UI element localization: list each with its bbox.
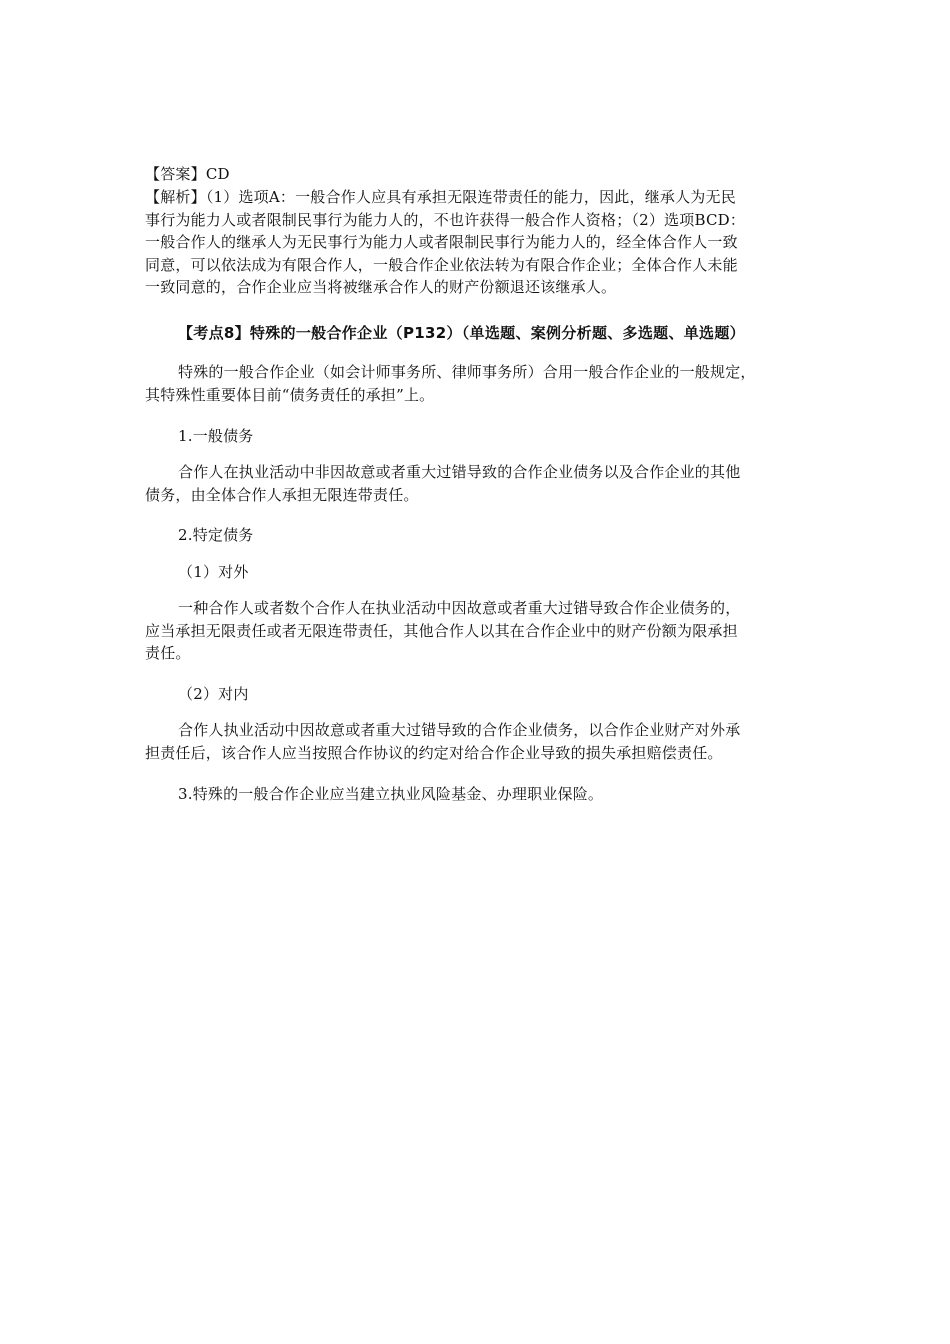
analysis-label: 【解析】 <box>145 188 206 206</box>
item2-sub1-line-1: 一种合作人或者数个合作人在执业活动中因故意或者重大过错导致合作企业债务的， <box>178 599 741 617</box>
item2-sub2-paragraph <box>145 719 825 764</box>
item2-sub1-line-3: 责任。 <box>145 644 191 662</box>
section-heading: 【考点8】特殊的一般合作企业（P132）（单选题、案例分析题、多选题、单选题） <box>178 324 745 342</box>
item2-sub2-line-1: 合作人执业活动中因故意或者重大过错导致的合作企业债务，以合作企业财产对外承 <box>178 721 741 739</box>
analysis-line-1 <box>145 186 825 209</box>
item2-sub1-line-2: 应当承担无限责任或者无限连带责任，其他合作人以其在合作企业中的财产份额为限承担 <box>145 621 738 640</box>
intro-line-1: 特殊的一般合作企业（如会计师事务所、律师事务所）合用一般合作企业的一般规定， <box>178 363 756 381</box>
item2-sub2-title: （2）对内 <box>178 685 249 703</box>
item2-title: 2.特定债务 <box>178 526 254 544</box>
answer-value: CD <box>205 165 230 183</box>
analysis-line-2: 事行为能力人或者限制民事行为能力人的，不也许获得一般合作人资格；（2）选项BCD： <box>145 210 746 229</box>
item1-line-2: 债务，由全体合作人承担无限连带责任。 <box>145 485 419 504</box>
item2-sub1-title: （1）对外 <box>178 563 249 581</box>
analysis-text-1: （1）选项A：一般合作人应具有承担无限连带责任的能力，因此，继承人为无民 <box>205 188 736 206</box>
answer-label: 【答案】 <box>145 165 206 183</box>
intro-paragraph <box>145 361 825 406</box>
item1-title: 1.一般债务 <box>178 427 254 445</box>
item2-sub1-paragraph <box>145 597 825 665</box>
analysis-line-4: 同意，可以依法成为有限合作人，一般合作企业依法转为有限合作企业；全体合作人未能 <box>145 255 738 274</box>
answer-line <box>145 163 825 186</box>
item1-paragraph <box>145 461 825 506</box>
analysis-block <box>145 186 825 299</box>
analysis-line-3: 一般合作人的继承人为无民事行为能力人或者限制民事行为能力人的，经全体合作人一致 <box>145 233 738 251</box>
analysis-line-5: 一致同意的，合作企业应当将被继承合作人的财产份额退还该继承人。 <box>145 278 617 296</box>
item3-title: 3.特殊的一般合作企业应当建立执业风险基金、办理职业保险。 <box>178 785 604 803</box>
intro-line-2: 其特殊性重要体目前“债务责任的承担”上。 <box>145 385 435 404</box>
item2-sub2-line-2: 担责任后，该合作人应当按照合作协议的约定对给合作企业导致的损失承担赔偿责任。 <box>145 743 723 762</box>
item1-line-1: 合作人在执业活动中非因故意或者重大过错导致的合作企业债务以及合作企业的其他 <box>178 463 741 481</box>
